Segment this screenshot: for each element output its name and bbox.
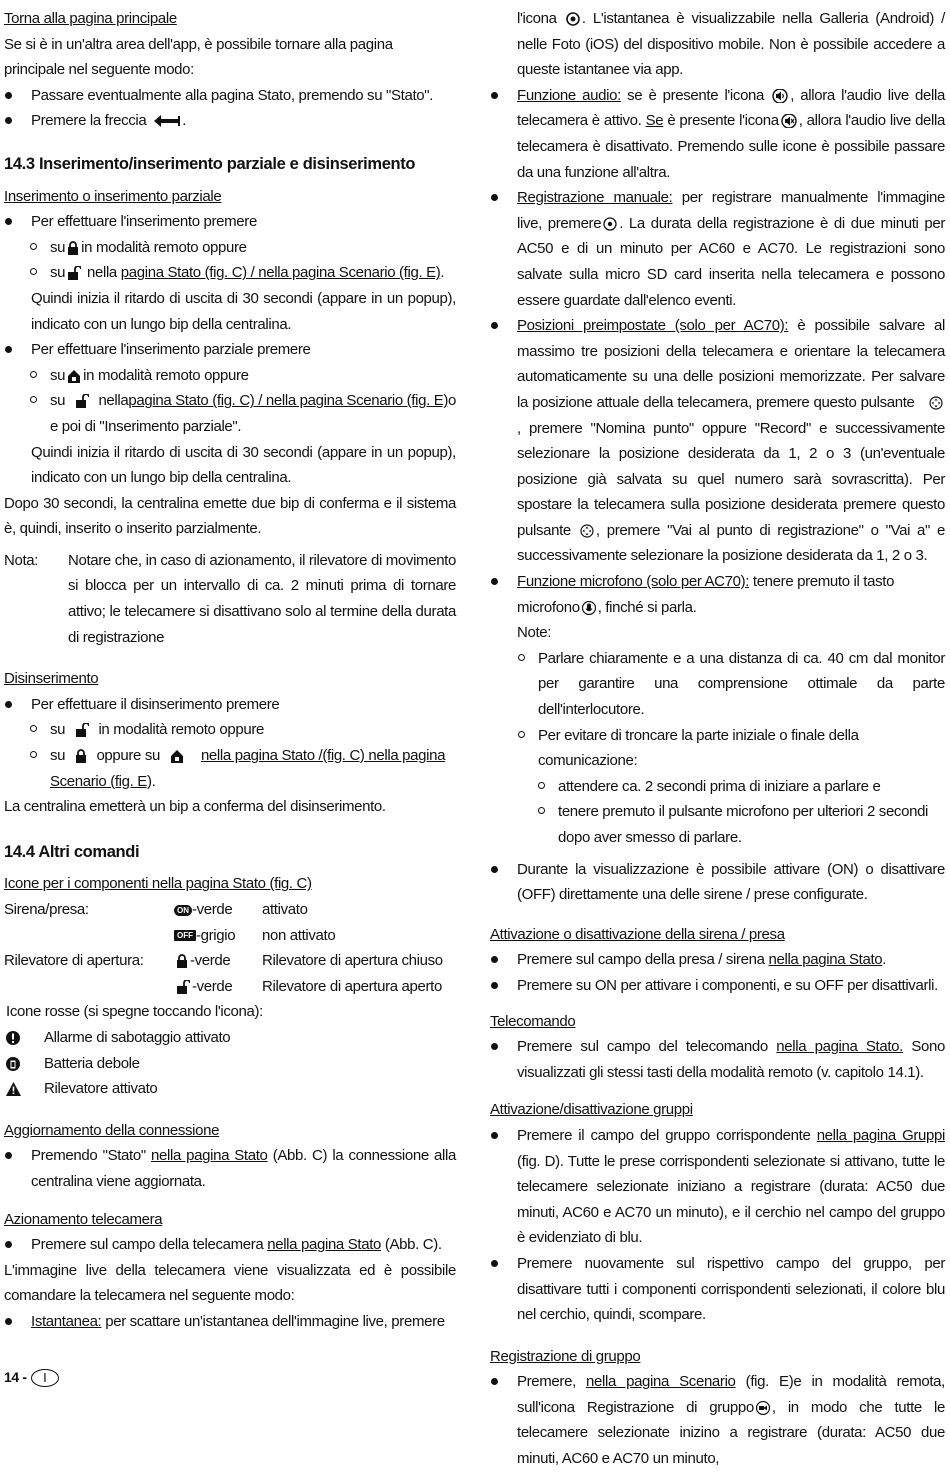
on-icon: ON [174,905,192,916]
note-text: Notare che, in caso di azionamento, il rilevatore di movimento si blocca per un intervallo di ca. 2 minuti prima di tornare attivo; le telecamere si disattivano solo al termine della durata di registrazione [68,551,456,646]
list-subitem: su in modalità remoto oppure [4,235,456,261]
link-text: nella pagina Stato [151,1147,268,1165]
subheading: Inserimento o inserimento parziale [4,187,222,205]
note-label: Note: [517,624,552,642]
paragraph: L'immagine live della telecamera viene visualizzata ed è possibile comandare la telecamera nel seguente modo: [4,1261,456,1305]
lock-open-icon [176,980,190,994]
lock-open-icon [75,723,89,737]
speaker-on-icon [772,89,788,103]
subheading: Attivazione o disattivazione della sirena / presa [490,925,785,943]
icon-table-row: -verde Rilevatore di apertura aperto [4,974,456,1000]
list-item: Allarme di sabotaggio attivato [4,1025,456,1051]
list-item: Per effettuare il disinserimento premere [4,692,456,718]
list-item: Premere la freccia . [4,108,456,134]
list-subitem: Parlare chiaramente e a una distanza di ca. 40 cm dal monitor per garantire una comprensione ottimale da parte dell'interlocutore. [490,646,945,723]
list-item: Premere su ON per attivare i componenti, e su OFF per disattivarli. [490,973,945,999]
list-item: Premere sul campo del telecomando nella pagina Stato. Sono visualizzati gli stessi tasti della modalità remoto (v. capitolo 14.1). [490,1034,945,1085]
note-label: Nota: [4,551,39,569]
icon-table-row: OFF -grigio non attivato [4,923,456,949]
list-item: Funzione audio: se è presente l'icona , allora l'audio live della telecamera è attivo. Se è presente l'icona , allora l'audio live della telecamera è disattivato. Premendo sulle icone è possibile passare da una funzione all'altra. [490,83,945,185]
snapshot-icon [566,12,580,26]
back-arrow-icon [152,114,180,128]
list-item: Premere, nella pagina Scenario (fig. E)e in modalità remota, sull'icona Registrazione di gruppo , in modo che tutte le telecamere selezionate inizino a registrare (durata: AC50 due minuti, AC60 e AC70 un minuto, [490,1369,945,1471]
lock-closed-icon [176,954,188,968]
warning-triangle-icon [6,1082,21,1096]
record-icon [603,217,617,231]
language-badge: I [31,1369,59,1387]
lock-closed-icon [75,749,87,763]
paragraph: Quindi inizia il ritardo di uscita di 30 secondi (appare in un popup), indicato con un lungo bip della centralina. [31,289,456,333]
list-item: Premere il campo del gruppo corrispondente nella pagina Gruppi (fig. D). Tutte le prese corrispondenti selezionate si attivano, tutte le telecamere selezionate iniziano a registrare (durata: AC50 due minuti, AC60 e AC70 un minuto), e il cerchio nel campo del gruppo è evidenziato di blu. [490,1123,945,1251]
subheading: Icone per i componenti nella pagina Stato (fig. C) [4,875,312,893]
off-icon: OFF [174,930,196,941]
list-item: Per effettuare l'inserimento premere [4,209,456,235]
home-title: Torna alla pagina principale [4,10,177,27]
list-item: Batteria debole [4,1051,456,1077]
list-item: Passare eventualmente alla pagina Stato, premendo su "Stato". [4,83,456,109]
home-lock-icon [170,749,184,763]
list-subitem: su in modalità remoto oppure [4,363,456,389]
subheading: Aggiornamento della connessione [4,1121,220,1139]
list-item: Premere sul campo della telecamera nella pagina Stato (Abb. C). [4,1232,456,1258]
subheading: Attivazione/disattivazione gruppi [490,1101,693,1119]
list-item: Premere nuovamente sul rispettivo campo del gruppo, per disattivare tutti i componenti corrispondenti selezionati, il colore blu nel cerchio, quindi, scompare. [490,1251,945,1328]
list-item: Istantanea: per scattare un'istantanea dell'immagine live, premere [4,1309,456,1335]
left-column [4,6,456,1335]
link-text: pagina Stato (fig. C) / nella pagina Scenario (fig. E) [120,264,441,282]
list-item: Durante la visualizzazione è possibile attivare (ON) o disattivare (OFF) direttamente una delle sirene / prese configurate. [490,857,945,908]
list-item: Premendo "Stato" nella pagina Stato (Abb. C) la connessione alla centralina viene aggiornata. [4,1143,456,1194]
page-footer [4,1365,59,1391]
lock-open-icon [67,266,81,280]
list-item: Posizioni preimpostate (solo per AC70): è possibile salvare al massimo tre posizioni della telecamera e orientare la telecamera automaticamente su una delle posizioni memorizzate. Per salvare la posizione attuale della telecamera, premere questo pulsante , premere "Nomina punto" oppure "Record" e successivamente selezionare la posizione desiderata da 1, 2 o 3 (un'eventuale posizione già salvata su quel numero sarà sovrascritta). Per spostare la telecamera sulla posizione desiderata premere questo pulsante , premere "Vai al punto di registrazione" o "Vai a" e successivamente selezionare la posizione desiderata da 1, 2 o 3. [490,313,945,569]
list-subitem: tenere premuto il pulsante microfono per ulteriori 2 secondi dopo aver smesso di parlare. [490,799,945,850]
list-item: Rilevatore attivato [4,1076,456,1102]
microphone-icon [582,601,596,615]
home-lock-icon [67,369,81,383]
ptz-preset-icon [580,524,594,538]
paragraph: Quindi inizia il ritardo di uscita di 30 secondi (appare in un popup), indicato con un lungo bip della centralina. [31,443,456,487]
subheading: Registrazione di gruppo [490,1347,641,1365]
lock-closed-icon [67,241,79,255]
lock-open-icon [75,394,89,408]
list-subitem: Per evitare di troncare la parte iniziale o finale della comunicazione: [490,723,945,774]
link-text: nella pagina Stato /(fig. C) nella pagina Scenario (fig. E) [50,747,446,790]
subheading: Disinserimento [4,670,99,688]
subheading: Azionamento telecamera [4,1210,163,1228]
page-number: 14 - [4,1369,27,1385]
list-item: Registrazione manuale: per registrare manualmente l'immagine live, premere . La durata della registrazione è di due minuti per AC50 e di un minuto per AC60 e AC70. Le registrazioni sono salvate sulla micro SD card inserita nella telecamera e possono essere guardate dall'elenco eventi. [490,185,945,313]
home-text: Se si è in un'altra area dell'app, è possibile tornare alla pagina principale nel seguente modo: [4,35,393,79]
battery-icon [6,1057,20,1071]
section-heading-14-3: 14.3 Inserimento/inserimento parziale e disinserimento [4,154,416,173]
list-item: Funzione microfono (solo per AC70): tenere premuto il tasto microfono , finché si parla. [490,569,945,620]
group-record-icon [756,1401,770,1415]
subheading: Telecomando [490,1012,576,1030]
paragraph: Icone rosse (si spegne toccando l'icona): [6,1003,263,1021]
icon-table-row: Rilevatore di apertura: -verde Rilevatore di apertura chiuso [4,952,443,970]
link-text: pagina Stato (fig. C) / nella pagina Scenario (fig. E) [128,392,449,410]
speaker-off-icon [781,114,797,128]
exclamation-icon [6,1031,20,1045]
icon-table-row: Sirena/presa: ON -verde attivato [4,901,308,918]
list-item: Per effettuare l'inserimento parziale premere [4,337,456,363]
list-subitem: su oppure su nella pagina Stato /(fig. C) nella pagina Scenario (fig. E). [4,743,456,794]
paragraph: Dopo 30 secondi, la centralina emette due bip di conferma e il sistema è, quindi, inserito o inserito parzialmente. [4,494,456,538]
list-item: Premere sul campo della presa / sirena nella pagina Stato. [490,947,945,973]
list-subitem: su in modalità remoto oppure [4,717,456,743]
ptz-preset-icon [929,396,943,410]
right-column [490,6,945,1472]
link-text: nella pagina Stato [267,1236,382,1254]
section-heading-14-4: 14.4 Altri comandi [4,842,140,861]
list-subitem: su nellapagina Stato (fig. C) / nella pagina Scenario (fig. E)o e poi di "Inserimento parziale". [4,388,456,439]
list-subitem: attendere ca. 2 secondi prima di iniziare a parlare e [490,774,945,800]
list-subitem: su nella pagina Stato (fig. C) / nella pagina Scenario (fig. E). [4,260,456,286]
paragraph: l'icona . L'istantanea è visualizzabile nella Galleria (Android) / nelle Foto (iOS) del dispositivo mobile. Non è possibile accedere a queste istantanee via app. [517,10,945,79]
paragraph: La centralina emetterà un bip a conferma del disinserimento. [4,798,386,816]
note-block [4,548,456,650]
